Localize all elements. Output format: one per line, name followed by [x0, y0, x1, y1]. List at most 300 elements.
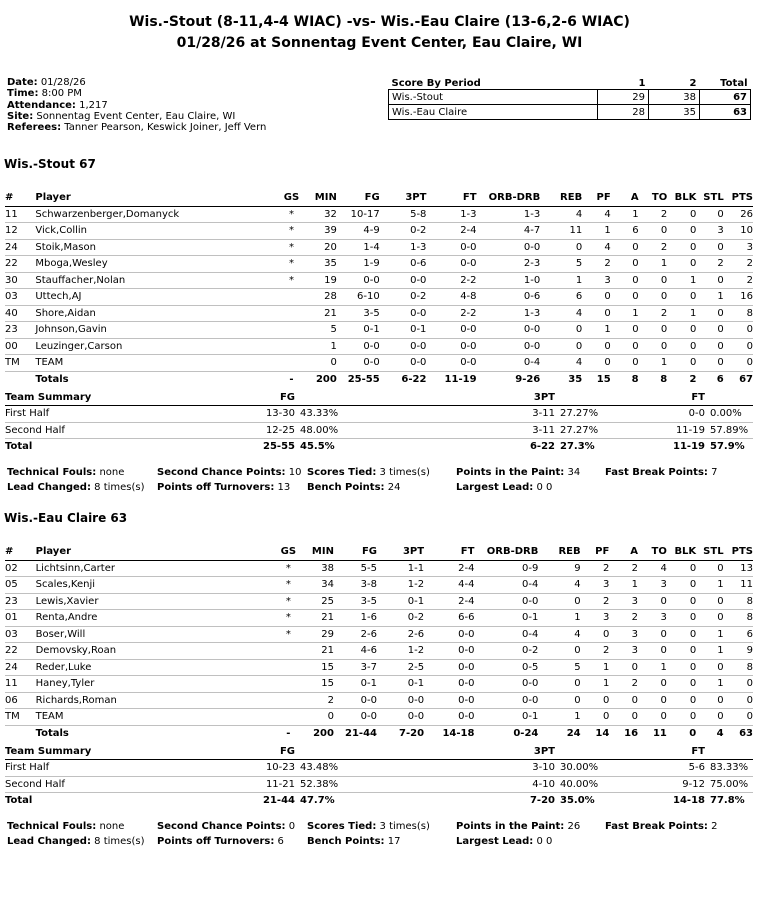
- misc-paint-label: Points in the Paint:: [456, 821, 565, 832]
- player-to: 0: [638, 676, 667, 693]
- misc-tech-label: Technical Fouls:: [7, 821, 97, 832]
- player-stl: 0: [696, 593, 723, 610]
- misc-fast: [605, 467, 717, 478]
- player-min: 1: [308, 338, 337, 355]
- col-header-pf: PF: [581, 544, 610, 560]
- player-gs: [275, 289, 307, 306]
- misc-largest-value: 0 0: [536, 836, 553, 847]
- player-blk: 0: [667, 206, 696, 223]
- player-orbdrb: 0-1: [474, 610, 538, 627]
- player-min: 15: [305, 676, 334, 693]
- player-name: Scales,Kenji: [36, 577, 272, 594]
- player-fg: 3-5: [334, 593, 377, 610]
- player-ft: 1-3: [426, 206, 476, 223]
- player-stl: 0: [696, 322, 723, 339]
- totals-to: 8: [639, 371, 668, 387]
- summary-p3_pct: 27.27%: [555, 422, 655, 438]
- player-fg: 5-5: [334, 560, 377, 577]
- summary-ft: 9-12: [655, 776, 705, 792]
- player-p3: 0-2: [377, 610, 424, 627]
- misc-paint-value: 34: [567, 467, 581, 478]
- misc-paint: [456, 821, 580, 832]
- player-blk: 0: [667, 626, 696, 643]
- misc-tech-value: none: [99, 467, 125, 478]
- summary-header-p3: 3PT: [475, 744, 555, 760]
- summary-header-label: Team Summary: [5, 390, 205, 406]
- site-value: Sonnentag Event Center, Eau Claire, WI: [36, 110, 236, 122]
- time-value: 8:00 PM: [41, 88, 82, 100]
- player-name: Lichtsinn,Carter: [36, 560, 272, 577]
- player-pf: 0: [581, 626, 610, 643]
- col-header-fg: FG: [334, 544, 377, 560]
- player-fg: 6-10: [337, 289, 380, 306]
- player-orbdrb: 2-3: [477, 256, 541, 273]
- misc-paint-label: Points in the Paint:: [456, 467, 565, 478]
- col-header-num: #: [5, 190, 35, 206]
- player-pf: 0: [582, 289, 611, 306]
- player-fg: 3-8: [334, 577, 377, 594]
- player-num: TM: [5, 709, 36, 726]
- player-orbdrb: 0-0: [477, 338, 541, 355]
- player-num: 22: [5, 256, 35, 273]
- player-gs: *: [275, 206, 307, 223]
- misc-bench-value: 17: [387, 836, 401, 847]
- summary-header-p3: 3PT: [475, 390, 555, 406]
- player-stl: 0: [696, 692, 723, 709]
- player-gs: *: [275, 272, 307, 289]
- player-orbdrb: 0-0: [474, 692, 538, 709]
- player-min: 34: [305, 577, 334, 594]
- total-header: Total: [700, 77, 751, 90]
- player-pf: 0: [582, 338, 611, 355]
- player-min: 21: [305, 643, 334, 660]
- player-p3: 0-0: [380, 338, 427, 355]
- player-gs: *: [275, 256, 307, 273]
- col-header-to: TO: [638, 544, 667, 560]
- player-gs: [272, 709, 305, 726]
- player-pf: 0: [582, 355, 611, 372]
- totals-name: Totals: [35, 371, 275, 387]
- misc-lead: [7, 482, 145, 493]
- summary-ft: 11-19: [655, 438, 705, 454]
- player-orbdrb: 0-0: [477, 322, 541, 339]
- player-p3: 0-2: [380, 223, 427, 240]
- player-stl: 0: [696, 305, 723, 322]
- player-reb: 5: [540, 256, 582, 273]
- player-reb: 4: [540, 305, 582, 322]
- summary-fg: 12-25: [205, 422, 295, 438]
- player-ft: 0-0: [426, 322, 476, 339]
- player-name: Shore,Aidan: [35, 305, 275, 322]
- misc-tied-value: 3 times(s): [379, 467, 430, 478]
- player-a: 1: [611, 206, 639, 223]
- player-gs: [272, 659, 305, 676]
- col-header-stl: STL: [696, 190, 723, 206]
- player-to: 1: [639, 355, 668, 372]
- player-row: [5, 610, 753, 627]
- player-name: Stauffacher,Nolan: [35, 272, 275, 289]
- player-a: 2: [609, 676, 638, 693]
- player-fg: 0-1: [334, 676, 377, 693]
- summary-row: [5, 760, 753, 776]
- player-fg: 1-6: [334, 610, 377, 627]
- col-header-name: Player: [35, 190, 275, 206]
- summary-fg: 25-55: [205, 438, 295, 454]
- player-p3: 0-1: [377, 593, 424, 610]
- misc-turnovers-value: 6: [277, 836, 284, 847]
- player-pts: 0: [724, 338, 753, 355]
- player-min: 39: [308, 223, 337, 240]
- player-gs: [272, 692, 305, 709]
- player-pf: 4: [582, 239, 611, 256]
- player-gs: [272, 676, 305, 693]
- player-num: 00: [5, 338, 35, 355]
- player-min: 21: [305, 610, 334, 627]
- player-to: 3: [638, 610, 667, 627]
- col-header-orbdrb: ORB-DRB: [474, 544, 538, 560]
- player-pf: 2: [581, 643, 610, 660]
- player-min: 29: [305, 626, 334, 643]
- player-blk: 1: [667, 305, 696, 322]
- misc-tech-label: Technical Fouls:: [7, 467, 97, 478]
- team-summary-table: [5, 744, 753, 808]
- player-pf: 1: [581, 676, 610, 693]
- summary-ft_pct: 77.8%: [705, 792, 753, 808]
- player-stl: 0: [696, 206, 723, 223]
- player-reb: 11: [540, 223, 582, 240]
- player-p3: 1-1: [377, 560, 424, 577]
- misc-second-label: Second Chance Points:: [157, 821, 286, 832]
- misc-turnovers: [157, 836, 284, 847]
- player-a: 0: [611, 239, 639, 256]
- player-name: Vick,Collin: [35, 223, 275, 240]
- player-ft: 2-2: [426, 305, 476, 322]
- player-p3: 0-0: [380, 272, 427, 289]
- player-pts: 0: [724, 322, 753, 339]
- player-num: 11: [5, 206, 35, 223]
- date-label: Date:: [7, 77, 38, 88]
- player-row: [5, 256, 753, 273]
- player-name: Uttech,AJ: [35, 289, 275, 306]
- player-row: [5, 643, 753, 660]
- player-num: 11: [5, 676, 36, 693]
- summary-header-ft: FT: [655, 390, 705, 406]
- player-pts: 8: [724, 305, 753, 322]
- player-fg: 3-5: [337, 305, 380, 322]
- player-to: 0: [639, 338, 668, 355]
- player-orbdrb: 1-3: [477, 206, 541, 223]
- totals-gs: -: [275, 371, 307, 387]
- totals-pts: 67: [724, 371, 753, 387]
- summary-p3_pct: 27.3%: [555, 438, 655, 454]
- player-row: [5, 223, 753, 240]
- box-header-row: [5, 544, 753, 560]
- totals-ft: 14-18: [424, 725, 474, 741]
- player-stl: 1: [696, 676, 723, 693]
- col-header-to: TO: [639, 190, 668, 206]
- player-ft: 4-4: [424, 577, 474, 594]
- player-ft: 2-4: [424, 593, 474, 610]
- totals-name: Totals: [36, 725, 272, 741]
- player-pf: 1: [582, 223, 611, 240]
- misc-tech-value: none: [99, 821, 125, 832]
- col-header-reb: REB: [540, 190, 582, 206]
- player-a: 0: [611, 355, 639, 372]
- player-gs: *: [272, 626, 305, 643]
- player-ft: 4-8: [426, 289, 476, 306]
- col-header-fg: FG: [337, 190, 380, 206]
- summary-total-row: [5, 438, 753, 454]
- player-pts: 3: [724, 239, 753, 256]
- summary-fg_pct: 48.00%: [295, 422, 475, 438]
- player-min: 38: [305, 560, 334, 577]
- player-reb: 0: [538, 676, 580, 693]
- player-blk: 0: [667, 643, 696, 660]
- player-min: 0: [305, 709, 334, 726]
- summary-header-p3_pct: [555, 744, 655, 760]
- player-pf: 1: [581, 659, 610, 676]
- misc-tied: [307, 467, 430, 478]
- totals-min: 200: [308, 371, 337, 387]
- misc-largest-label: Largest Lead:: [456, 836, 534, 847]
- player-blk: 0: [667, 289, 696, 306]
- player-a: 0: [611, 322, 639, 339]
- misc-turnovers: [157, 482, 290, 493]
- misc-paint: [456, 467, 580, 478]
- player-fg: 0-0: [337, 355, 380, 372]
- player-gs: *: [275, 239, 307, 256]
- player-min: 20: [308, 239, 337, 256]
- summary-ft_pct: 0.00%: [705, 406, 753, 422]
- player-name: Boser,Will: [36, 626, 272, 643]
- period-2-header: 2: [649, 77, 700, 90]
- player-to: 2: [639, 206, 668, 223]
- player-gs: [275, 305, 307, 322]
- summary-fg: 21-44: [205, 792, 295, 808]
- player-min: 5: [308, 322, 337, 339]
- player-row: [5, 709, 753, 726]
- misc-turnovers-label: Points off Turnovers:: [157, 836, 275, 847]
- player-row: [5, 577, 753, 594]
- player-to: 0: [638, 626, 667, 643]
- player-min: 0: [308, 355, 337, 372]
- player-fg: 1-9: [337, 256, 380, 273]
- col-header-pts: PTS: [724, 190, 753, 206]
- summary-ft_pct: 83.33%: [705, 760, 753, 776]
- player-ft: 0-0: [424, 626, 474, 643]
- player-num: 24: [5, 659, 36, 676]
- player-stl: 0: [696, 560, 723, 577]
- player-a: 3: [609, 593, 638, 610]
- period-team: Wis.-Stout: [389, 90, 598, 105]
- player-pts: 2: [724, 272, 753, 289]
- player-pf: 0: [581, 692, 610, 709]
- player-gs: *: [272, 593, 305, 610]
- player-num: 22: [5, 643, 36, 660]
- player-pts: 8: [724, 593, 753, 610]
- misc-fast-value: 2: [711, 821, 718, 832]
- player-name: Johnson,Gavin: [35, 322, 275, 339]
- misc-largest-value: 0 0: [536, 482, 553, 493]
- player-reb: 4: [538, 577, 580, 594]
- player-to: 0: [638, 593, 667, 610]
- player-pf: 3: [581, 610, 610, 627]
- player-stl: 3: [696, 223, 723, 240]
- player-pts: 10: [724, 223, 753, 240]
- player-stl: 1: [696, 577, 723, 594]
- totals-blk: 2: [667, 371, 696, 387]
- player-blk: 0: [667, 676, 696, 693]
- player-reb: 0: [540, 338, 582, 355]
- col-header-ft: FT: [426, 190, 476, 206]
- player-to: 0: [639, 322, 668, 339]
- player-to: 0: [638, 692, 667, 709]
- totals-pf: 15: [582, 371, 611, 387]
- player-stl: 0: [696, 610, 723, 627]
- player-min: 19: [308, 272, 337, 289]
- summary-ft: 5-6: [655, 760, 705, 776]
- totals-to: 11: [638, 725, 667, 741]
- player-blk: 0: [667, 338, 696, 355]
- player-orbdrb: 0-0: [474, 676, 538, 693]
- player-ft: 2-4: [424, 560, 474, 577]
- totals-reb: 35: [540, 371, 582, 387]
- col-header-gs: GS: [272, 544, 305, 560]
- player-pts: 8: [724, 610, 753, 627]
- misc-largest: [456, 836, 552, 847]
- summary-header-row: [5, 744, 753, 760]
- player-p3: 0-6: [380, 256, 427, 273]
- totals-stl: 4: [696, 725, 723, 741]
- game-info: [7, 77, 266, 133]
- player-pts: 0: [724, 709, 753, 726]
- col-header-ft: FT: [424, 544, 474, 560]
- player-name: Reder,Luke: [36, 659, 272, 676]
- col-header-reb: REB: [538, 544, 580, 560]
- player-ft: 0-0: [424, 676, 474, 693]
- col-header-min: MIN: [308, 190, 337, 206]
- player-p3: 5-8: [380, 206, 427, 223]
- player-stl: 1: [696, 643, 723, 660]
- player-blk: 0: [667, 239, 696, 256]
- summary-p3: 7-20: [475, 792, 555, 808]
- player-min: 15: [305, 659, 334, 676]
- totals-gs: -: [272, 725, 305, 741]
- player-gs: *: [272, 610, 305, 627]
- player-blk: 0: [667, 322, 696, 339]
- player-num: 30: [5, 272, 35, 289]
- player-name: Schwarzenberger,Domanyck: [35, 206, 275, 223]
- player-num: 01: [5, 610, 36, 627]
- player-reb: 5: [538, 659, 580, 676]
- col-header-blk: BLK: [667, 544, 696, 560]
- player-p3: 1-3: [380, 239, 427, 256]
- col-header-name: Player: [36, 544, 272, 560]
- player-name: Lewis,Xavier: [36, 593, 272, 610]
- misc-fast-value: 7: [711, 467, 718, 478]
- totals-a: 8: [611, 371, 639, 387]
- player-row: [5, 272, 753, 289]
- misc-tied-label: Scores Tied:: [307, 821, 377, 832]
- player-row: [5, 659, 753, 676]
- summary-ft: 14-18: [655, 792, 705, 808]
- player-to: 2: [639, 239, 668, 256]
- player-p3: 0-0: [377, 692, 424, 709]
- misc-bench-value: 24: [387, 482, 401, 493]
- player-name: TEAM: [35, 355, 275, 372]
- summary-ft_pct: 57.89%: [705, 422, 753, 438]
- misc-bench-label: Bench Points:: [307, 482, 385, 493]
- player-p3: 0-1: [380, 322, 427, 339]
- player-orbdrb: 1-3: [477, 305, 541, 322]
- player-num: 12: [5, 223, 35, 240]
- player-p3: 2-5: [377, 659, 424, 676]
- player-to: 4: [638, 560, 667, 577]
- col-header-orbdrb: ORB-DRB: [477, 190, 541, 206]
- misc-lead-label: Lead Changed:: [7, 482, 91, 493]
- player-blk: 0: [667, 577, 696, 594]
- player-name: Renta,Andre: [36, 610, 272, 627]
- col-header-stl: STL: [696, 544, 723, 560]
- player-to: 2: [639, 305, 668, 322]
- totals-pts: 63: [724, 725, 753, 741]
- player-row: [5, 355, 753, 372]
- player-pts: 8: [724, 659, 753, 676]
- player-num: 24: [5, 239, 35, 256]
- summary-fg_pct: 43.33%: [295, 406, 475, 422]
- period-team: Wis.-Eau Claire: [389, 105, 598, 120]
- box-score-table: [5, 544, 753, 741]
- player-ft: 2-2: [426, 272, 476, 289]
- totals-p3: 6-22: [380, 371, 427, 387]
- summary-fg: 10-23: [205, 760, 295, 776]
- summary-header-p3_pct: [555, 390, 655, 406]
- misc-largest-label: Largest Lead:: [456, 482, 534, 493]
- player-row: [5, 289, 753, 306]
- player-pf: 2: [581, 560, 610, 577]
- player-a: 0: [611, 289, 639, 306]
- player-blk: 0: [667, 256, 696, 273]
- col-header-pf: PF: [582, 190, 611, 206]
- player-blk: 0: [667, 659, 696, 676]
- player-pts: 13: [724, 560, 753, 577]
- summary-total-row: [5, 792, 753, 808]
- game-subtitle: 01/28/26 at Sonnentag Event Center, Eau Claire, WI: [176, 35, 583, 51]
- misc-second-value: 0: [288, 821, 296, 832]
- player-blk: 0: [667, 223, 696, 240]
- col-header-a: A: [609, 544, 638, 560]
- totals-num: [5, 371, 35, 387]
- player-reb: 0: [540, 239, 582, 256]
- summary-p3_pct: 35.0%: [555, 792, 655, 808]
- score-by-period: [388, 77, 751, 120]
- player-a: 6: [611, 223, 639, 240]
- summary-fg: 11-21: [205, 776, 295, 792]
- period-total-score: 63: [700, 105, 751, 120]
- player-ft: 0-0: [424, 643, 474, 660]
- totals-min: 200: [305, 725, 334, 741]
- player-fg: 0-0: [334, 692, 377, 709]
- player-reb: 0: [538, 692, 580, 709]
- player-row: [5, 593, 753, 610]
- misc-fast: [605, 821, 717, 832]
- player-reb: 4: [538, 626, 580, 643]
- date-value: 01/28/26: [40, 77, 86, 88]
- player-orbdrb: 0-4: [477, 355, 541, 372]
- player-p3: 2-6: [377, 626, 424, 643]
- totals-fg: 21-44: [334, 725, 377, 741]
- site-label: Site:: [7, 110, 34, 122]
